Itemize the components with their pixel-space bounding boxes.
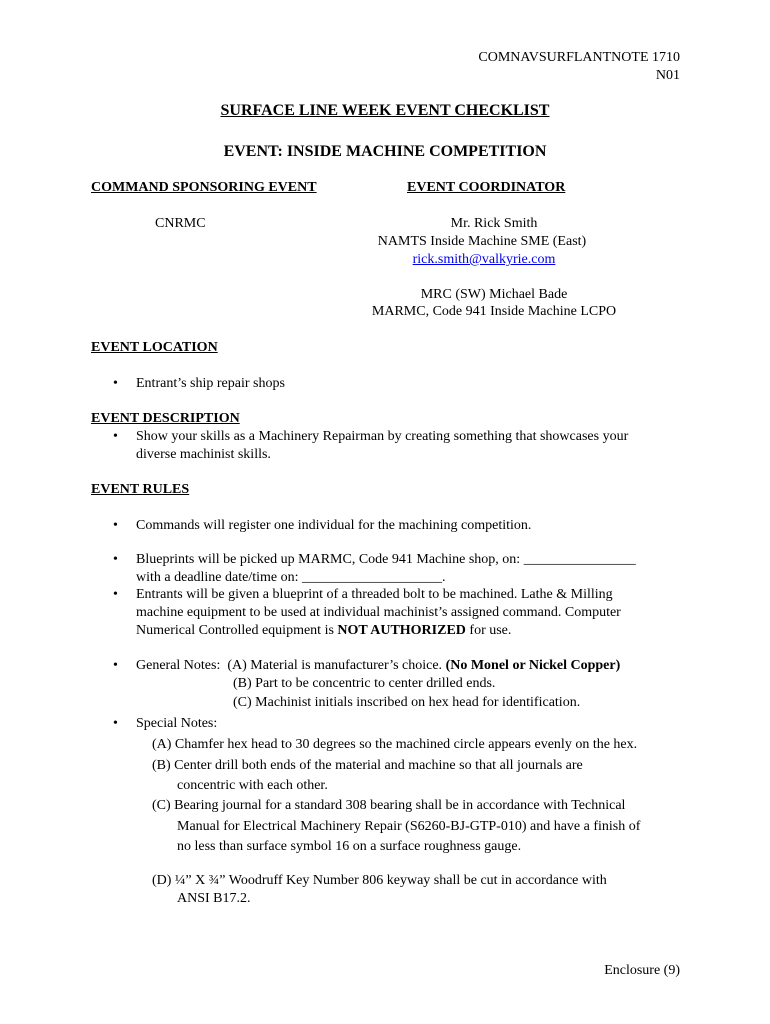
special-notes-d-line-2: ANSI B17.2. [177,891,251,906]
coordinator-name-2: MRC (SW) Michael Bade [420,287,568,302]
special-notes-a: (A) Chamfer hex head to 30 degrees so the machined circle appears evenly on the hex. [152,737,638,752]
special-notes-b-line-2: concentric with each other. [177,778,328,793]
rules-heading: EVENT RULES [91,482,190,497]
coordinator-title-2: MARMC, Code 941 Inside Machine LCPO [371,304,617,319]
description-heading: EVENT DESCRIPTION [91,411,240,426]
coordinator-title-1: NAMTS Inside Machine SME (East) [377,234,587,249]
special-notes-c-line-1: (C) Bearing journal for a standard 308 bearing shall be in accordance with Technical [152,798,626,813]
description-line-2: diverse machinist skills. [136,447,271,462]
special-notes-b-line-1: (B) Center drill both ends of the material and machine so that all journals are [152,758,583,773]
special-notes-label: Special Notes: [136,716,218,731]
general-notes-label: General Notes: (A) Material is manufacturer’s choice. [136,658,446,673]
bullet-icon: • [113,552,118,567]
note-number: COMNAVSURFLANTNOTE 1710 [478,50,680,65]
bullet-icon: • [113,518,118,533]
bullet-icon: • [113,587,118,602]
rule-entrants-tail: for use. [465,623,512,638]
general-notes-a [136,657,620,675]
rule-entrants-line-1: Entrants will be given a blueprint of a threaded bolt to be machined. Lathe & Milling [136,587,613,602]
bullet-icon: • [113,716,118,731]
coordinator-name-1: Mr. Rick Smith [450,216,538,231]
not-authorized-text: NOT AUTHORIZED [337,623,466,638]
general-notes-a-bold: (No Monel or Nickel Copper) [445,658,621,673]
page-title: SURFACE LINE WEEK EVENT CHECKLIST [220,102,550,119]
special-notes-c-line-3: no less than surface symbol 16 on a surface roughness gauge. [177,839,522,854]
general-notes-c: (C) Machinist initials inscribed on hex head for identification. [233,695,581,710]
coordinator-heading: EVENT COORDINATOR [407,180,566,195]
event-title: EVENT: INSIDE MACHINE COMPETITION [223,143,547,160]
rule-entrants-line-3 [136,622,511,640]
rule-registration: Commands will register one individual for the machining competition. [136,518,532,533]
location-heading: EVENT LOCATION [91,340,218,355]
special-notes-d-line-1: (D) ¼” X ¾” Woodruff Key Number 806 keyway shall be cut in accordance with [152,873,607,888]
rule-entrants-line-2: machine equipment to be used at individual machinist’s assigned command. Computer [136,605,621,620]
description-line-1: Show your skills as a Machinery Repairman by creating something that showcases your [136,429,629,444]
rule-blueprints-line-1: Blueprints will be picked up MARMC, Code 941 Machine shop, on: ________________ [136,552,636,567]
special-notes-c-line-2: Manual for Electrical Machinery Repair (S6260-BJ-GTP-010) and have a finish of [177,819,641,834]
rule-blueprints-line-2: with a deadline date/time on: ____________________. [136,570,446,585]
command-value: CNRMC [155,216,206,231]
bullet-icon: • [113,658,118,673]
coordinator-email[interactable] [284,251,684,269]
general-notes-b: (B) Part to be concentric to center drilled ends. [233,676,496,691]
note-suffix: N01 [655,68,680,83]
location-item: Entrant’s ship repair shops [136,376,285,391]
bullet-icon: • [113,429,118,444]
command-heading: COMMAND SPONSORING EVENT [91,180,317,195]
email-link[interactable]: rick.smith@valkyrie.com [412,252,556,267]
enclosure-label: Enclosure (9) [604,963,680,978]
rule-entrants-text: Numerical Controlled equipment is [136,623,338,638]
bullet-icon: • [113,376,118,391]
